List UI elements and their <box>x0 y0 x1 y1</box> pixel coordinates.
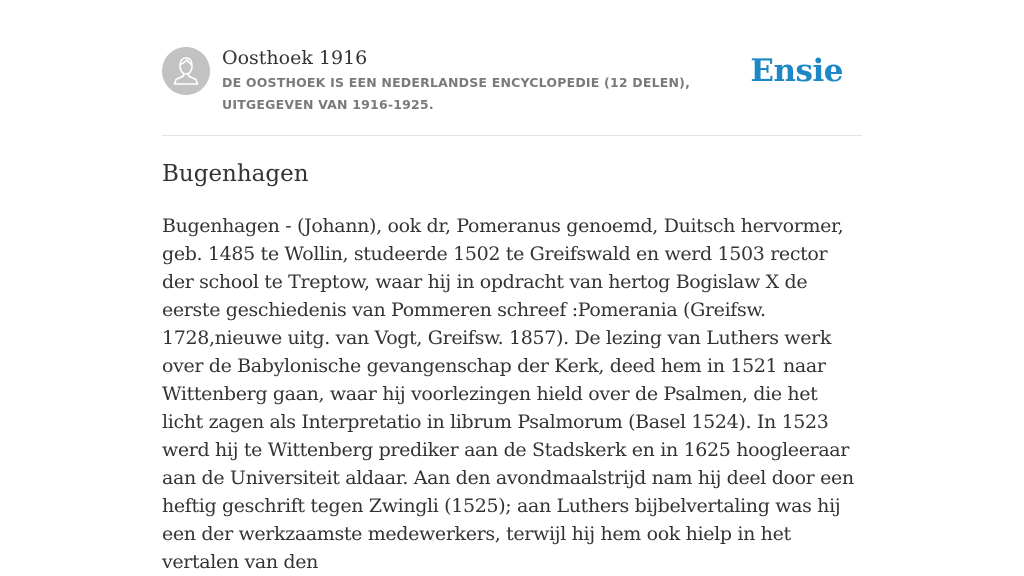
page <box>162 0 862 573</box>
ensie-logo[interactable]: Ensie <box>750 53 843 89</box>
user-silhouette-icon <box>162 47 210 95</box>
article-title: Bugenhagen <box>162 161 309 187</box>
article-body: Bugenhagen - (Johann), ook dr, Pomeranus genoemd, Duitsch hervormer, geb. 1485 te Wollin, studeerde 1502 te Greifswald en werd 1503 rector der school te Treptow, waar hij in opdracht van hertog Bogislaw X de eerste geschiedenis van Pommeren schreef :Pomerania (Greifsw. 1728,nieuwe uitg. van Vogt, Greifsw. 1857). De lezing van Luthers werk over de Babylonische gevangenschap der Kerk, deed hem in 1521 naar Wittenberg gaan, waar hij voorlezingen hield over de Psalmen, die het licht zagen als Interpretatio in librum Psalmorum (Basel 1524). In 1523 werd hij te Wittenberg prediker aan de Stadskerk en in 1625 hoogleeraar aan de Universiteit aldaar. Aan den avondmaalstrijd nam hij deel door een heftig geschrift tegen Zwingli (1525); aan Luthers bijbelvertaling was hij een der werkzaamste medewerkers, terwijl hij hem ook hielp in het vertalen van den <box>162 215 854 573</box>
source-description: DE OOSTHOEK IS EEN NEDERLANDSE ENCYCLOPEDIE (12 DELEN), UITGEGEVEN VAN 1916-1925. <box>222 75 691 112</box>
source-header <box>162 47 862 117</box>
header-divider <box>162 135 862 136</box>
avatar[interactable] <box>162 47 210 95</box>
source-title[interactable]: Oosthoek 1916 <box>222 47 368 69</box>
